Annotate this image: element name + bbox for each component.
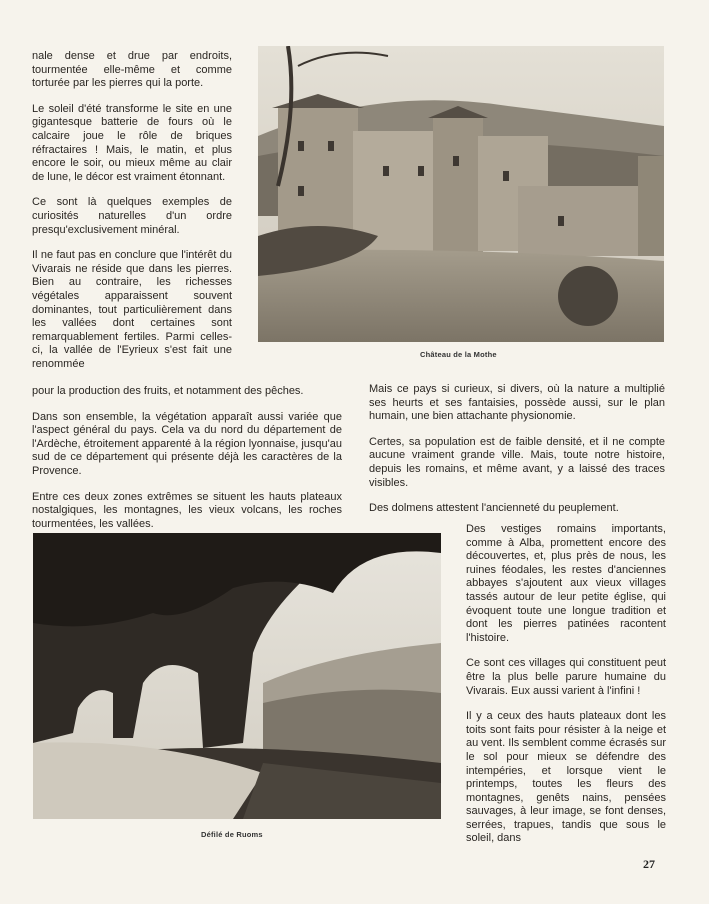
page-number: 27 — [643, 857, 655, 871]
chateau-caption: Château de la Mothe — [420, 350, 497, 359]
paragraph: Mais ce pays si curieux, si divers, où la nature a multiplié ses heurts et ses fantaisies, possède aussi, sur le plan humain, une bien attachante physionomie. — [369, 383, 665, 423]
defile-caption: Défilé de Ruoms — [201, 830, 263, 839]
paragraph: Le soleil d'été transforme le site en une gigantesque batterie de fours où le calcaire joue le rôle de briques réfractaires ! Mais, le matin, et plus encore le soir, ou mieux même au clair de lune, le décor est vraiment étonnant. — [32, 102, 232, 183]
chateau-photo — [258, 46, 664, 342]
text-column-right-bottom — [466, 523, 666, 846]
paragraph: Des dolmens attestent l'ancienneté du peuplement. — [369, 502, 619, 515]
paragraph: Certes, sa population est de faible densité, et il ne compte aucune vraiment grande ville. Mais, toute notre histoire, depuis les romains, et même avant, y a laissé des traces visibles. — [369, 435, 665, 489]
text-column-left-top — [32, 50, 232, 371]
paragraph: nale dense et drue par endroits, tourmentée elle-même et comme torturée par les pierres qui la porte. — [32, 50, 232, 90]
paragraph: Il y a ceux des hauts plateaux dont les toits sont faits pour résister à la neige et au vent. Ils semblent comme écrasés sur le sol pour mieux se défendre des intempéries, et lorsque vient le printemps, toutes les fleurs des montagnes, genêts nains, pensées sauvages, à leur image, se font denses, serrées, trapues, tandis que sous le soleil, dans — [466, 710, 666, 845]
paragraph: pour la production des fruits, et notamment des pêches. — [32, 385, 304, 397]
text-column-right-mid — [369, 383, 665, 528]
paragraph: Dans son ensemble, la végétation apparaît aussi variée que l'aspect général du pays. Cela va du nord du département de l'Ardèche, étroitement apparenté à la région lyonnaise, jusqu'au sud de ce département qui présente déjà les caractères de la Provence. — [32, 410, 342, 477]
paragraph: Entre ces deux zones extrêmes se situent les hauts plateaux nostalgiques, les montagnes, les vieux volcans, les roches tourmentées, les vallées. — [32, 490, 342, 530]
paragraph: Ce sont ces villages qui constituent peut être la plus belle parure humaine du Vivarais. Eux aussi varient à l'infini ! — [466, 657, 666, 697]
defile-photo — [33, 533, 441, 819]
text-column-left-wide — [32, 385, 342, 543]
paragraph: Il ne faut pas en conclure que l'intérêt du Vivarais ne réside que dans les pierres. Bien au contraire, les richesses végétales apparaissent souvent dominantes, tout particulièrement dans les vallées dont certaines sont remarquablement fertiles. Parmi celles-ci, la vallée de l'Eyrieux s'est fait une renommée — [32, 249, 232, 370]
paragraph: Ce sont là quelques exemples de curiosités naturelles d'un ordre presqu'exclusivement minéral. — [32, 196, 232, 236]
paragraph: Des vestiges romains importants, comme à Alba, promettent encore des découvertes, et, plus près de nous, les ruines féodales, les restes d'anciennes abbayes s'ajoutent aux vieux villages tassés autour de leur petite église, qui évoquent toute une longue tradition et dont les pierres patinées racontent l'histoire. — [466, 523, 666, 644]
